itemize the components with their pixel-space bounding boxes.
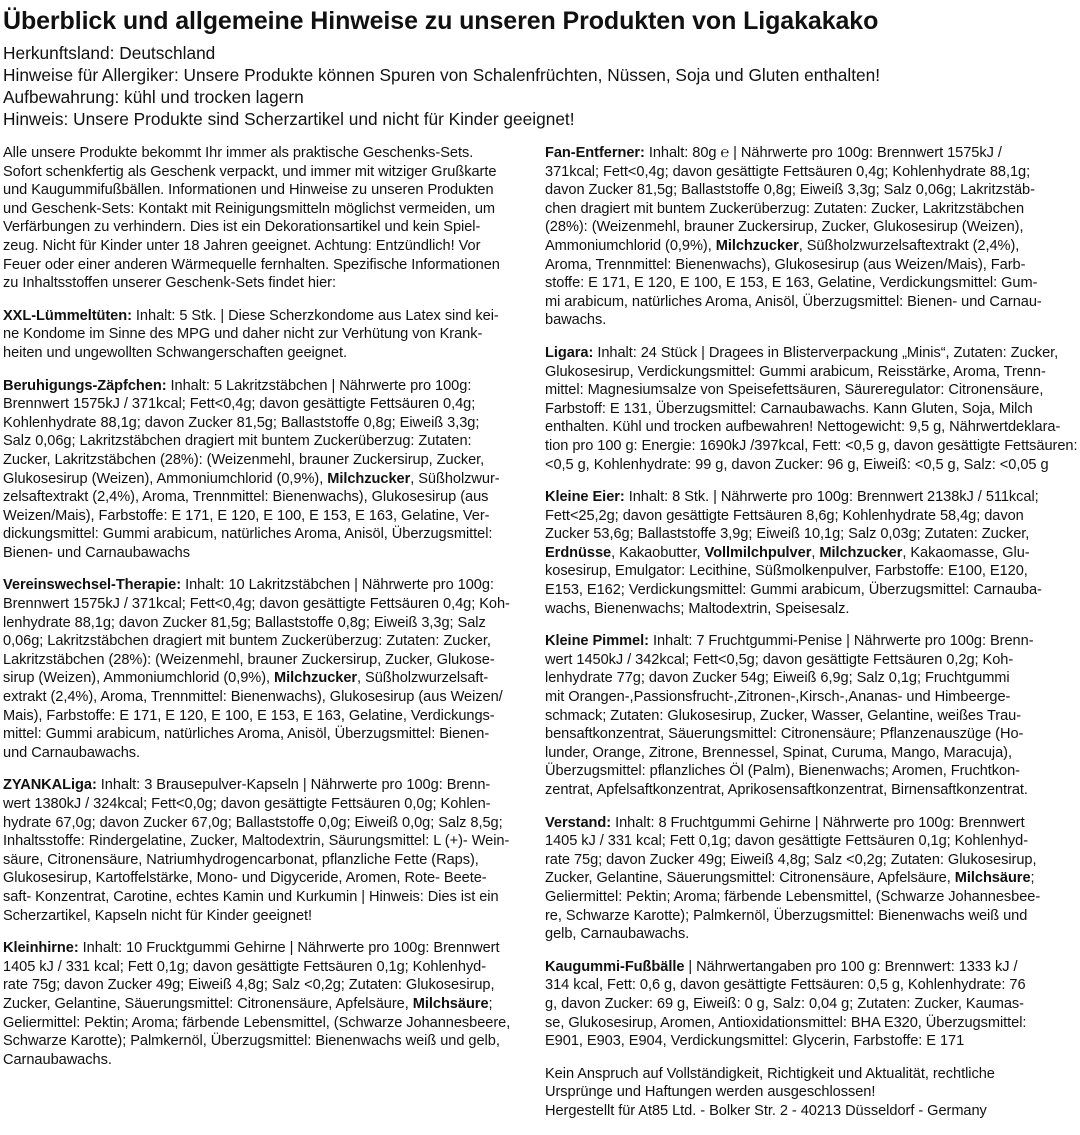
text-line: stoffe: E 171, E 120, E 100, E 153, E 163, Gelatine, Verdickungsmittel: Gum- — [545, 275, 1038, 292]
text-line: Fan-Entferner: Inhalt: 80g ℮ | Nährwerte pro 100g: Brennwert 1575kJ / — [545, 145, 1002, 161]
text-line: rate 75g; davon Zucker 49g; Eiweiß 4,8g; Salz <0,2g; Zutaten: Glukosesirup, — [545, 851, 1037, 868]
page-title: Überblick und allgemeine Hinweise zu unseren Produkten von Ligakakako — [3, 7, 879, 35]
text-line: Fett<25,2g; davon gesättigte Fettsäuren 8,6g; Kohlenhydrate 58,4g; davon — [545, 507, 1024, 524]
ligara-section — [545, 344, 1077, 474]
text-line: und Geschenk-Sets: Kontakt mit Reinigungsmitteln möglichst vermeiden, um — [3, 200, 496, 217]
text-line: Ammoniumchlorid (0,9%), Milchzucker, Süßholzwurzelsaftextrakt (2,4%), — [545, 237, 1020, 254]
allergen-term: Milchzucker — [327, 470, 411, 487]
text-line: Aroma, Trennmittel: Bienenwachs), Glukosesirup (aus Weizen/Mais), Farb- — [545, 256, 1026, 273]
text-line: bawachs. — [545, 312, 607, 329]
text-line: Vereinswechsel-Therapie: Inhalt: 10 Lakritzstäbchen | Nährwerte pro 100g: — [3, 577, 494, 594]
text-line: 1405 kJ / 331 kcal; Fett 0,1g; davon gesättigte Fettsäuren 0,1g; Kohlenhyd- — [3, 958, 487, 975]
text-line: 1405 kJ / 331 kcal; Fett 0,1g; davon gesättigte Fettsäuren 0,1g; Kohlenhyd- — [545, 833, 1029, 850]
text-line: Scherzartikel, Kapseln nicht für Kinder geeignet! — [3, 907, 313, 924]
kleine-pimmel-section — [545, 632, 1077, 799]
legal-footer — [545, 1065, 1077, 1121]
text-line: und Carnaubawachs. — [3, 744, 141, 761]
product-name: XXL-Lümmeltüten: — [3, 307, 132, 324]
text-line: wert 1450kJ / 342kcal; Fett<0,5g; davon gesättigte Fettsäuren 0,2g; Koh- — [545, 651, 1014, 668]
text-line: 314 kcal, Fett: 0,6 g, davon gesättigte Fettsäuren: 0,5 g, Kohlenhydrate: 76 — [545, 977, 1026, 994]
text-line: Alle unsere Produkte bekommt Ihr immer als praktische Geschenks-Sets. — [3, 145, 474, 161]
text-line: Beruhigungs-Zäpfchen: Inhalt: 5 Lakritzstäbchen | Nährwerte pro 100g: — [3, 377, 472, 394]
kleine-eier-section — [545, 488, 1077, 618]
vereinswechsel-therapie-section — [3, 576, 535, 762]
text-line: zentrat, Apfelsaftkonzentrat, Aprikosensaftkonzentrat, Birnensaftkonzentrat. — [545, 782, 1028, 798]
xxl-luemmeltueten-section — [3, 307, 535, 363]
storage-line: Aufbewahrung: kühl und trocken lagern — [3, 87, 304, 107]
text-line: E901, E903, E904, Verdickungsmittel: Glycerin, Farbstoffe: E 171 — [545, 1033, 965, 1050]
text-line: Geliermittel: Pektin; Aroma; färbende Lebensmittel, (Schwarze Johannesbee- — [545, 888, 1041, 905]
product-name: Fan-Entferner: — [545, 145, 645, 161]
text-line: E153, E162; Verdickungsmittel: Gummi arabicum, Überzugsmittel: Carnauba- — [545, 582, 1042, 599]
text-line: hydrate 67,0g; davon Zucker 67,0g; Ballaststoffe 0,0g; Eiweiß 0,0g; Salz 8,5g; — [3, 814, 503, 831]
product-name: ZYANKALiga: — [3, 777, 97, 794]
text-line: Zucker 53,6g; Ballaststoffe 3,9g; Eiweiß 10,1g; Salz 0,03g; Zutaten: Zucker, — [545, 526, 1030, 543]
text-line: Mais), Farbstoffe: E 171, E 120, E 100, E 153, E 163, Gelatine, Verdickungs- — [3, 707, 495, 724]
text-line: Geliermittel: Pektin; Aroma; färbende Lebensmittel, (Schwarze Johannesbeere, — [3, 1014, 511, 1031]
text-line: Zucker, Lakritzstäbchen (28%): (Weizenmehl, brauner Zuckersirup, Zucker, — [3, 451, 485, 468]
origin-country-line: Herkunftsland: Deutschland — [3, 43, 216, 63]
intro-text-section — [3, 144, 535, 293]
text-line: mittel: Magnesiumsalze von Speisefettsäuren, Säureregulator: Citronensäure, — [545, 382, 1044, 399]
text-line: Brennwert 1575kJ / 371kcal; Fett<0,4g; davon gesättigte Fettsäuren 0,4g; Koh- — [3, 596, 510, 613]
allergen-term: Milchsäure — [412, 995, 489, 1012]
text-line: <0,5 g, Kohlenhydrate: 99 g, davon Zucker: 96 g, Eiweiß: <0,5 g, Salz: <0,05 g — [545, 456, 1049, 473]
allergen-term: Milchzucker — [274, 670, 358, 687]
text-line: Überzugsmittel: pflanzliches Öl (Palm), Bienenwachs; Aromen, Fruchtkon- — [545, 763, 1020, 780]
text-line: extrakt (2,4%), Aroma, Trennmittel: Bienenwachs), Glukosesirup (aus Weizen/ — [3, 689, 503, 706]
text-line: Glukosesirup (Weizen), Ammoniumchlorid (0,9%), Milchzucker, Süßholzwur- — [3, 470, 500, 487]
allergy-notice-line: Hinweise für Allergiker: Unsere Produkte können Spuren von Schalenfrüchten, Nüssen, Soja und Gluten enthalten! — [3, 65, 881, 85]
text-line: ZYANKALiga: Inhalt: 3 Brausepulver-Kapseln | Nährwerte pro 100g: Brenn- — [3, 777, 491, 794]
text-line: Lakritzstäbchen (28%): (Weizenmehl, brauner Zuckersirup, Zucker, Glukose- — [3, 651, 495, 668]
text-line: 371kcal; Fett<0,4g; davon gesättigte Fettsäuren 0,4g; Kohlenhydrate 88,1g; — [545, 163, 1031, 180]
text-line: zu Inhaltsstoffen unserer Geschenk-Sets findet hier: — [3, 275, 336, 292]
text-line: Farbstoff: E 131, Überzugsmittel: Carnaubawachs. Kann Gluten, Soja, Milch — [545, 400, 1033, 417]
text-line: Zucker, Gelantine, Säuerungsmittel: Citronensäure, Apfelsäure, Milchsäure; — [3, 995, 493, 1012]
product-name: Kleine Eier: — [545, 489, 625, 506]
left-column — [3, 144, 535, 1135]
text-line: Kaugummi-Fußbälle | Nährwertangaben pro 100 g: Brennwert: 1333 kJ / — [545, 958, 1018, 975]
text-line: schmack; Zutaten: Glukosesirup, Zucker, Wasser, Gelantine, weißes Trau- — [545, 707, 1022, 724]
text-line: wert 1380kJ / 324kcal; Fett<0,0g; davon gesättigte Fettsäuren 0,0g; Kohlen- — [3, 796, 491, 812]
text-line: saft- Konzentrat, Carotine, echtes Kamin und Kurkumin | Hinweis: Dies ist ein — [3, 888, 499, 905]
text-line: Glukosesirup, Kartoffelstärke, Mono- und Digyceride, Aromen, Rote- Beete- — [3, 870, 487, 887]
text-line: mit Orangen-,Passionsfrucht-,Zitronen-,Kirsch-,Ananas- und Himbeerge- — [545, 689, 1011, 706]
text-line: Inhaltsstoffe: Rindergelatine, Zucker, Maltodextrin, Säurungsmittel: L (+)- Wein- — [3, 833, 510, 850]
zyankaliga-section — [3, 776, 535, 925]
text-line: chen dragiert mit buntem Zuckerüberzug: Zutaten: Zucker, Lakritzstäbchen — [545, 200, 1025, 217]
text-line: mittel: Gummi arabicum, natürliches Aroma, Anisöl, Überzugsmittel: Bienen- — [3, 726, 490, 743]
text-line: tion pro 100 g: Energie: 1690kJ /397kcal, Fett: <0,5 g, davon gesättigte Fettsäuren: — [545, 437, 1078, 454]
fan-entferner-section — [545, 144, 1077, 330]
text-line: Glukosesirup, Verdickungsmittel: Gummi arabicum, Reisstärke, Aroma, Trenn- — [545, 363, 1046, 380]
text-line: (28%): (Weizenmehl, brauner Zuckersirup, Zucker, Glukosesirup (Weizen), — [545, 219, 1024, 236]
allergen-term: Milchsäure — [954, 870, 1031, 887]
product-name: Vereinswechsel-Therapie: — [3, 577, 182, 594]
text-line: lenhydrate 77g; davon Zucker 54g; Eiweiß 6,9g; Salz 0,1g; Fruchtgummi — [545, 670, 1010, 687]
text-line: Carnaubawachs. — [3, 1051, 112, 1068]
allergen-term: Erdnüsse — [545, 544, 612, 561]
text-line: sirup (Weizen), Ammoniumchlorid (0,9%), Milchzucker, Süßholzwurzelsaft- — [3, 670, 489, 687]
text-line: bensaftkonzentrat, Säuerungsmittel: Citronensäure; Pflanzenauszüge (Ho- — [545, 726, 1024, 743]
product-name: Verstand: — [545, 814, 612, 831]
allergen-term: Milchzucker — [819, 544, 903, 561]
text-line: Verstand: Inhalt: 8 Fruchtgummi Gehirne | Nährwerte pro 100g: Brennwert — [545, 814, 1025, 831]
text-line: Salz 0,06g; Lakritzstäbchen dragiert mit buntem Zuckerüberzug: Zutaten: — [3, 433, 472, 450]
text-line: Erdnüsse, Kakaobutter, Vollmilchpulver, Milchzucker, Kakaomasse, Glu- — [545, 544, 1030, 561]
text-line: wachs, Bienenwachs; Maltodextrin, Speisesalz. — [545, 600, 850, 617]
kaugummi-fussbaelle-section — [545, 958, 1077, 1051]
footer-line: Kein Anspruch auf Vollständigkeit, Richtigkeit und Aktualität, rechtliche — [545, 1065, 995, 1082]
text-line: Feuer oder einer anderen Wärmequelle fernhalten. Spezifische Informationen — [3, 256, 500, 273]
footer-line: Ursprünge und Haftungen werden ausgeschlossen! — [545, 1084, 876, 1101]
text-line: Weizen/Mais), Farbstoffe: E 171, E 120, E 100, E 153, E 163, Gelatine, Ver- — [3, 507, 490, 524]
text-line: Schwarze Karotte); Palmkernöl, Überzugsmittel: Bienenwachs weiß und gelb, — [3, 1033, 500, 1050]
text-line: davon Zucker 81,5g; Ballaststoffe 0,8g; Eiweiß 3,3g; Salz 0,06g; Lakritzstäb- — [545, 182, 1035, 199]
text-line: lunder, Orange, Zitrone, Brennessel, Spinat, Curuma, Mango, Maracuja), — [545, 744, 1012, 761]
text-line: mi arabicum, natürliches Aroma, Anisöl, Überzugsmittel: Bienen- und Carnau- — [545, 293, 1042, 310]
product-name: Kleine Pimmel: — [545, 633, 649, 650]
text-line: enthalten. Kühl und trocken aufbewahren! Nettogewicht: 9,5 g, Nährwertdeklara- — [545, 419, 1061, 436]
text-line: re, Schwarze Karotte); Palmkernöl, Überzugsmittel: Bienenwachs weiß und — [545, 907, 1028, 924]
text-line: se, Glukosesirup, Aromen, Antioxidationsmittel: BHA E320, Überzugsmittel: — [545, 1014, 1027, 1031]
text-line: Bienen- und Carnaubawachs — [3, 544, 190, 561]
product-columns — [3, 144, 1077, 1135]
text-line: Kleinhirne: Inhalt: 10 Frucktgummi Gehirne | Nährwerte pro 100g: Brennwert — [3, 940, 500, 957]
product-name: Beruhigungs-Zäpfchen: — [3, 377, 167, 394]
text-line: ne Kondome im Sinne des MPG und daher nicht zur Verhütung von Krank- — [3, 326, 483, 343]
right-column — [545, 144, 1077, 1135]
text-line: kosesirup, Emulgator: Lecithine, Süßmolkenpulver, Farbstoffe: E100, E120, — [545, 563, 1028, 580]
text-line: lenhydrate 88,1g; davon Zucker 81,5g; Ballaststoffe 0,8g; Eiweiß 3,3g; Salz — [3, 614, 486, 631]
text-line: Kohlenhydrate 88,1g; davon Zucker 81,5g; Ballaststoffe 0,8g; Eiweiß 3,3g; — [3, 414, 480, 431]
text-line: g, davon Zucker: 69 g, Eiweiß: 0 g, Salz: 0,04 g; Zutaten: Zucker, Kaumas- — [545, 995, 1024, 1012]
kleinhirne-section — [3, 939, 535, 1069]
text-line: zelsaftextrakt (2,4%), Aroma, Trennmittel: Bienenwachs), Glukosesirup (aus — [3, 489, 489, 506]
verstand-section — [545, 814, 1077, 944]
allergen-term: Milchzucker — [715, 237, 799, 254]
text-line: Zucker, Gelantine, Säuerungsmittel: Citronensäure, Apfelsäure, Milchsäure; — [545, 870, 1035, 887]
text-line: Brennwert 1575kJ / 371kcal; Fett<0,4g; davon gesättigte Fettsäuren 0,4g; — [3, 396, 476, 413]
text-line: Verfärbungen zu verhindern. Dies ist ein Dekorationsartikel und kein Spiel- — [3, 219, 481, 236]
text-line: säure, Citronensäure, Natriumhydrogencarbonat, pflanzliche Fette (Raps), — [3, 851, 479, 868]
novelty-warning-line: Hinweis: Unsere Produkte sind Scherzartikel und nicht für Kinder geeignet! — [3, 109, 575, 129]
beruhigungs-zaepfchen-section — [3, 377, 535, 563]
text-line: zeug. Nicht für Kinder unter 18 Jahren geeignet. Achtung: Entzündlich! Vor — [3, 237, 481, 254]
text-line: Ligara: Inhalt: 24 Stück | Dragees in Blisterverpackung „Minis“, Zutaten: Zucker, — [545, 344, 1059, 361]
text-line: rate 75g; davon Zucker 49g; Eiweiß 4,8g; Salz <0,2g; Zutaten: Glukosesirup, — [3, 977, 495, 994]
product-name: Kleinhirne: — [3, 940, 79, 957]
text-line: und Kaugummifußbällen. Informationen und Hinweise zu unseren Produkten — [3, 182, 494, 199]
text-line: dickungsmittel: Gummi arabicum, natürliches Aroma, Anisöl, Überzugsmittel: — [3, 526, 493, 543]
text-line: gelb, Carnaubawachs. — [545, 926, 690, 943]
text-line: heiten und ungewollten Schwangerschaften geeignet. — [3, 344, 347, 361]
text-line: Kleine Eier: Inhalt: 8 Stk. | Nährwerte pro 100g: Brennwert 2138kJ / 511kcal; — [545, 489, 1039, 506]
general-notes — [3, 42, 1077, 130]
allergen-term: Vollmilchpulver — [704, 544, 812, 561]
text-line: 0,06g; Lakritzstäbchen dragiert mit buntem Zuckerüberzug: Zutaten: Zucker, — [3, 633, 491, 650]
product-name: Kaugummi-Fußbälle — [545, 958, 685, 975]
product-name: Ligara: — [545, 344, 594, 361]
text-line: Sofort schenkfertig als Geschenk verpackt, und immer mit witziger Grußkarte — [3, 163, 497, 180]
text-line: Kleine Pimmel: Inhalt: 7 Fruchtgummi-Penise | Nährwerte pro 100g: Brenn- — [545, 633, 1034, 650]
footer-line: Hergestellt für At85 Ltd. - Bolker Str. 2 - 40213 Düsseldorf - Germany — [545, 1102, 987, 1119]
text-line: XXL-Lümmeltüten: Inhalt: 5 Stk. | Diese Scherzkondome aus Latex sind kei- — [3, 307, 499, 324]
